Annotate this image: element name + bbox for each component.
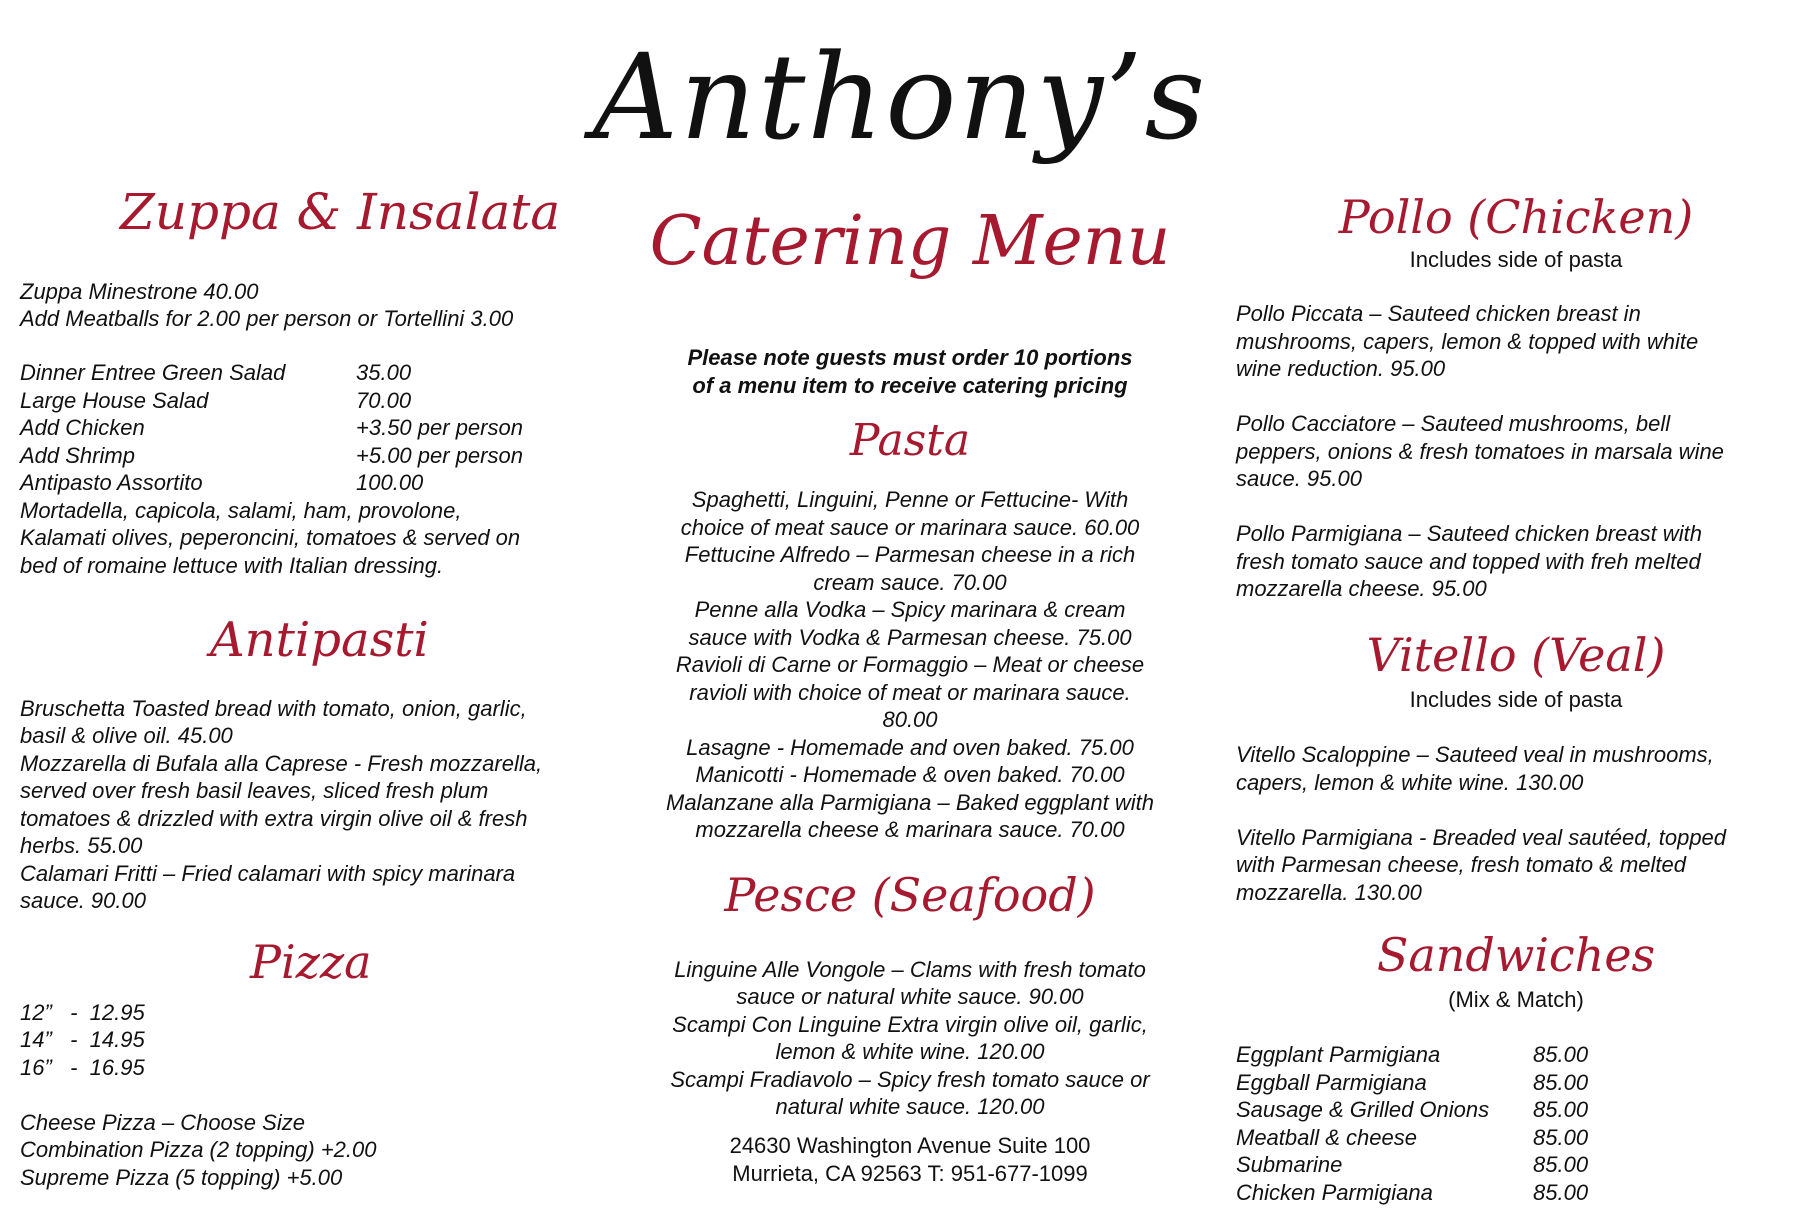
address-line: 24630 Washington Avenue Suite 100 bbox=[729, 1133, 1091, 1158]
list-item: Meatball & cheese 85.00 bbox=[1236, 1124, 1589, 1150]
address-line: Murrieta, CA 92563 T: 951-677-1099 bbox=[732, 1161, 1088, 1186]
pollo-line: Pollo Cacciatore – Sauteed mushrooms, bell bbox=[1236, 411, 1671, 436]
pizza-line: Supreme Pizza (5 topping) +5.00 bbox=[20, 1165, 343, 1190]
sandwich-price-list bbox=[1236, 1041, 1796, 1206]
antipasti-line: basil & olive oil. 45.00 bbox=[20, 723, 233, 748]
vitello-line: Vitello Scaloppine – Sauteed veal in mushrooms, bbox=[1236, 742, 1714, 767]
restaurant-logo: Anthony’s bbox=[592, 28, 1208, 166]
pizza-line: Cheese Pizza – Choose Size bbox=[20, 1110, 305, 1135]
pasta-line: Spaghetti, Linguini, Penne or Fettucine- With bbox=[691, 487, 1129, 512]
list-item: Sausage & Grilled Onions 85.00 bbox=[1236, 1097, 1589, 1122]
pesce-line: Scampi Con Linguine Extra virgin olive oil, garlic, bbox=[672, 1012, 1148, 1037]
antipasti-line: Calamari Fritti – Fried calamari with spicy marinara bbox=[20, 861, 516, 886]
salad-price-list bbox=[20, 359, 620, 497]
sandwiches-subtitle: (Mix & Match) bbox=[1448, 987, 1584, 1012]
zuppa-line: Zuppa Minestrone 40.00 bbox=[20, 279, 259, 304]
pesce-line: natural white sauce. 120.00 bbox=[775, 1094, 1045, 1119]
antipasti-line: herbs. 55.00 bbox=[20, 833, 143, 858]
pesce-line: sauce or natural white sauce. 90.00 bbox=[736, 984, 1084, 1009]
antipasto-desc: Mortadella, capicola, salami, ham, provolone, bbox=[20, 498, 462, 523]
vitello-line: capers, lemon & white wine. 130.00 bbox=[1236, 770, 1584, 795]
pasta-line: sauce with Vodka & Parmesan cheese. 75.00 bbox=[688, 625, 1132, 650]
list-item: Eggplant Parmigiana 85.00 bbox=[1236, 1042, 1589, 1067]
pollo-line: fresh tomato sauce and topped with freh melted bbox=[1236, 549, 1701, 574]
antipasto-desc: bed of romaine lettuce with Italian dressing. bbox=[20, 553, 444, 578]
pasta-line: 80.00 bbox=[882, 707, 938, 732]
pasta-line: Manicotti - Homemade & oven baked. 70.00 bbox=[695, 762, 1125, 787]
antipasti-line: tomatoes & drizzled with extra virgin olive oil & fresh bbox=[20, 806, 528, 831]
zuppa-heading: Zuppa & Insalata bbox=[120, 183, 561, 241]
pizza-size: 16” - 16.95 bbox=[20, 1055, 145, 1080]
vitello-subtitle: Includes side of pasta bbox=[1409, 687, 1623, 712]
vitello-line: mozzarella. 130.00 bbox=[1236, 880, 1422, 905]
pollo-line: peppers, onions & fresh tomatoes in marsala wine bbox=[1236, 439, 1724, 464]
pizza-size: 14” - 14.95 bbox=[20, 1027, 145, 1052]
zuppa-line: Add Meatballs for 2.00 per person or Tortellini 3.00 bbox=[20, 306, 514, 331]
pollo-line: mozzarella cheese. 95.00 bbox=[1236, 576, 1487, 601]
pasta-line: ravioli with choice of meat or marinara sauce. bbox=[689, 680, 1131, 705]
pasta-line: Ravioli di Carne or Formaggio – Meat or cheese bbox=[675, 652, 1145, 677]
ordering-note: of a menu item to receive catering pricing bbox=[692, 373, 1128, 398]
pollo-line: mushrooms, capers, lemon & topped with white bbox=[1236, 329, 1699, 354]
pasta-heading: Pasta bbox=[849, 415, 971, 466]
list-item: Submarine 85.00 bbox=[1236, 1152, 1589, 1177]
vitello-line: Vitello Parmigiana - Breaded veal sautéed, topped bbox=[1236, 825, 1727, 850]
list-item: Add Shrimp +5.00 per person bbox=[20, 442, 523, 468]
list-item: Large House Salad 70.00 bbox=[20, 387, 412, 413]
pizza-line: Combination Pizza (2 topping) +2.00 bbox=[20, 1137, 377, 1162]
pasta-line: mozzarella cheese & marinara sauce. 70.00 bbox=[695, 817, 1125, 842]
pesce-heading: Pesce (Seafood) bbox=[724, 868, 1096, 922]
list-item: Add Chicken +3.50 per person bbox=[20, 415, 523, 440]
pollo-heading: Pollo (Chicken) bbox=[1338, 190, 1694, 244]
pasta-line: choice of meat sauce or marinara sauce. 60.00 bbox=[680, 515, 1140, 540]
pollo-line: Pollo Piccata – Sauteed chicken breast in bbox=[1236, 301, 1641, 326]
pizza-heading: Pizza bbox=[250, 935, 372, 989]
pizza-size: 12” - 12.95 bbox=[20, 1000, 145, 1025]
antipasti-line: Mozzarella di Bufala alla Caprese - Fresh mozzarella, bbox=[20, 751, 543, 776]
pollo-line: sauce. 95.00 bbox=[1236, 466, 1362, 491]
list-item: Dinner Entree Green Salad 35.00 bbox=[20, 360, 412, 385]
antipasti-line: served over fresh basil leaves, sliced fresh plum bbox=[20, 778, 489, 803]
pesce-line: lemon & white wine. 120.00 bbox=[775, 1039, 1045, 1064]
pasta-line: Lasagne - Homemade and oven baked. 75.00 bbox=[686, 735, 1134, 760]
ordering-note: Please note guests must order 10 portions bbox=[687, 345, 1133, 370]
pollo-subtitle: Includes side of pasta bbox=[1409, 247, 1623, 272]
pasta-line: Malanzane alla Parmigiana – Baked eggplant with bbox=[666, 790, 1154, 815]
pasta-line: cream sauce. 70.00 bbox=[813, 570, 1007, 595]
sandwiches-heading: Sandwiches bbox=[1376, 928, 1656, 982]
vitello-heading: Vitello (Veal) bbox=[1366, 628, 1666, 682]
antipasto-desc: Kalamati olives, peperoncini, tomatoes & served on bbox=[20, 525, 521, 550]
pesce-line: Scampi Fradiavolo – Spicy fresh tomato sauce or bbox=[670, 1067, 1150, 1092]
catering-menu-title: Catering Menu bbox=[649, 202, 1171, 281]
pollo-line: wine reduction. 95.00 bbox=[1236, 356, 1446, 381]
antipasti-line: Bruschetta Toasted bread with tomato, onion, garlic, bbox=[20, 696, 527, 721]
antipasti-line: sauce. 90.00 bbox=[20, 888, 146, 913]
pesce-line: Linguine Alle Vongole – Clams with fresh tomato bbox=[674, 957, 1146, 982]
antipasti-heading: Antipasti bbox=[210, 612, 429, 668]
list-item: Chicken Parmigiana 85.00 bbox=[1236, 1179, 1589, 1205]
list-item: Eggball Parmigiana 85.00 bbox=[1236, 1069, 1589, 1095]
pasta-line: Fettucine Alfredo – Parmesan cheese in a rich bbox=[684, 542, 1136, 567]
list-item: Antipasto Assortito 100.00 bbox=[20, 470, 424, 495]
pollo-line: Pollo Parmigiana – Sauteed chicken breast with bbox=[1236, 521, 1702, 546]
pasta-line: Penne alla Vodka – Spicy marinara & cream bbox=[694, 597, 1126, 622]
vitello-line: with Parmesan cheese, fresh tomato & melted bbox=[1236, 852, 1686, 877]
